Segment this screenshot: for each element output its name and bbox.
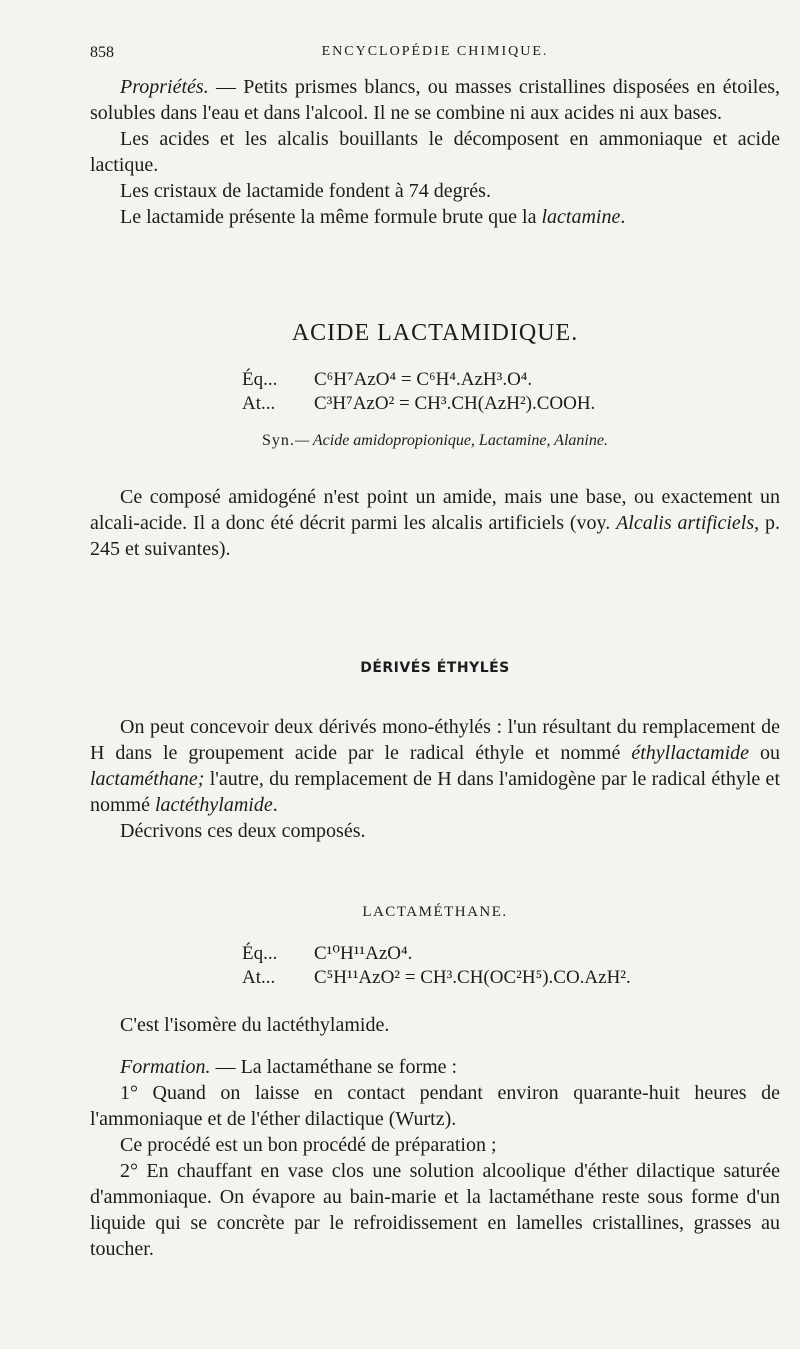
derives-p1-d: .: [272, 794, 278, 816]
acide-lactamidique-paragraph: [90, 484, 780, 562]
lactamethane-at-value: C⁵H¹¹AzO² = CH³.CH(OC²H⁵).CO.AzH².: [314, 967, 631, 988]
derives-ethyles-heading: DÉRIVÉS ÉTHYLÉS: [360, 660, 510, 676]
lactamine-term: lactamine: [541, 206, 621, 228]
lactamide-p4-text: Le lactamide présente la même formule brute que la: [120, 206, 542, 228]
formation-paragraph: [90, 1054, 780, 1080]
lactamethane-term: lactaméthane;: [90, 768, 205, 790]
acide-para-start: Ce composé amidogéné n'est point un amide, mais une base, ou exactement un alcali-acide. Il a donc été décrit parmi les alcalis artificiels (voy.: [90, 486, 780, 534]
formation-item-2: [90, 1158, 780, 1262]
formula-at-value: C³H⁷AzO² = CH³.CH(AzH²).COOH.: [314, 393, 596, 414]
lactamethane-p1-text: C'est l'isomère du lactéthylamide.: [120, 1014, 390, 1036]
lactamide-p3-text: Les cristaux de lactamide fondent à 74 degrés.: [120, 180, 491, 202]
proprietes-label: Propriétés.: [120, 76, 209, 98]
formation-label: Formation.: [120, 1056, 211, 1078]
formula-eq-value: C⁶H⁷AzO⁴ = C⁶H⁴.AzH³.O⁴.: [314, 369, 533, 390]
syn-label: Syn.: [262, 432, 295, 449]
derives-ethyles-body: [90, 714, 780, 844]
formula-eq-row: [242, 368, 662, 392]
formation-text: — La lactaméthane se forme :: [210, 1056, 458, 1078]
lactamethane-heading: LACTAMÉTHANE.: [362, 904, 508, 920]
ethyllactamide-term: éthyllactamide: [631, 742, 750, 764]
lactamethane-eq-label: Éq...: [242, 943, 278, 964]
lactamethane-at-row: [242, 966, 682, 990]
acide-lactamidique-heading: ACIDE LACTAMIDIQUE.: [291, 320, 579, 346]
acide-lactamidique-body: [90, 484, 780, 562]
lactamethane-eq-row: [242, 942, 682, 966]
synonyms-line: [90, 432, 780, 450]
formation-item-1-text: 1° Quand on laisse en contact pendant environ quarante-huit heures de l'ammoniaque et de l'éther dilactique (Wurtz).: [90, 1082, 780, 1130]
lactamide-paragraph-3: [90, 178, 780, 204]
proprietes-text: — Petits prismes blancs, ou masses cristallines disposées en étoiles, solubles dans l'eau et dans l'alcool. Il ne se combine ni aux acides ni aux bases.: [90, 76, 780, 124]
derives-p1-b: ou: [749, 742, 781, 764]
syn-text: — Acide amidopropionique, Lactamine, Alanine.: [294, 432, 608, 449]
lactamethane-eq-value: C¹⁰H¹¹AzO⁴.: [314, 943, 413, 964]
acide-para-end: , p. 245 et suivantes).: [90, 512, 781, 560]
formula-at-label: At...: [242, 393, 276, 414]
formation-item-1: [90, 1080, 780, 1132]
formula-eq-label: Éq...: [242, 369, 278, 390]
lactamide-p4-end: .: [620, 206, 626, 228]
formation-item-2-text: 2° En chauffant en vase clos une solution alcoolique d'éther dilactique saturée d'ammoniaque. On évapore au bain-marie et la lactaméthane reste sous forme d'un liquide qui se concrète par le refroidissement en lamelles cristallines, grasses au toucher.: [90, 1160, 780, 1260]
derives-p1-c: l'autre, du remplacement de H dans l'amidogène par le radical éthyle et nommé: [90, 768, 780, 816]
lactamethane-body: [90, 1012, 780, 1262]
formula-at-row: [242, 392, 662, 416]
lactamethane-formula: [242, 942, 682, 990]
running-title: ENCYCLOPÉDIE CHIMIQUE.: [321, 44, 549, 59]
lactethylamide-term: lactéthylamide: [155, 794, 273, 816]
formation-note-text: Ce procédé est un bon procédé de préparation ;: [120, 1134, 497, 1156]
lactamide-paragraph-4: [90, 204, 780, 230]
running-header: [90, 42, 780, 66]
proprietes-paragraph: [90, 74, 780, 126]
derives-paragraph-2: [90, 818, 780, 844]
formation-note: [90, 1132, 780, 1158]
lactamide-p2-text: Les acides et les alcalis bouillants le décomposent en ammoniaque et acide lactique.: [90, 128, 780, 176]
derives-p2-text: Décrivons ces deux composés.: [120, 820, 366, 842]
alcalis-artificiels-term: Alcalis artificiels: [616, 512, 755, 534]
derives-p1-a: On peut concevoir deux dérivés mono-éthylés : l'un résultant du remplacement de H dans le groupement acide par le radical éthyle et nommé: [90, 716, 780, 764]
acide-lactamidique-formula: [242, 368, 662, 416]
lactamide-section: [90, 74, 780, 230]
derives-paragraph-1: [90, 714, 780, 818]
lactamethane-at-label: At...: [242, 967, 276, 988]
lactamethane-paragraph-1: [90, 1012, 780, 1038]
lactamide-paragraph-2: [90, 126, 780, 178]
page-number: 858: [90, 44, 114, 61]
